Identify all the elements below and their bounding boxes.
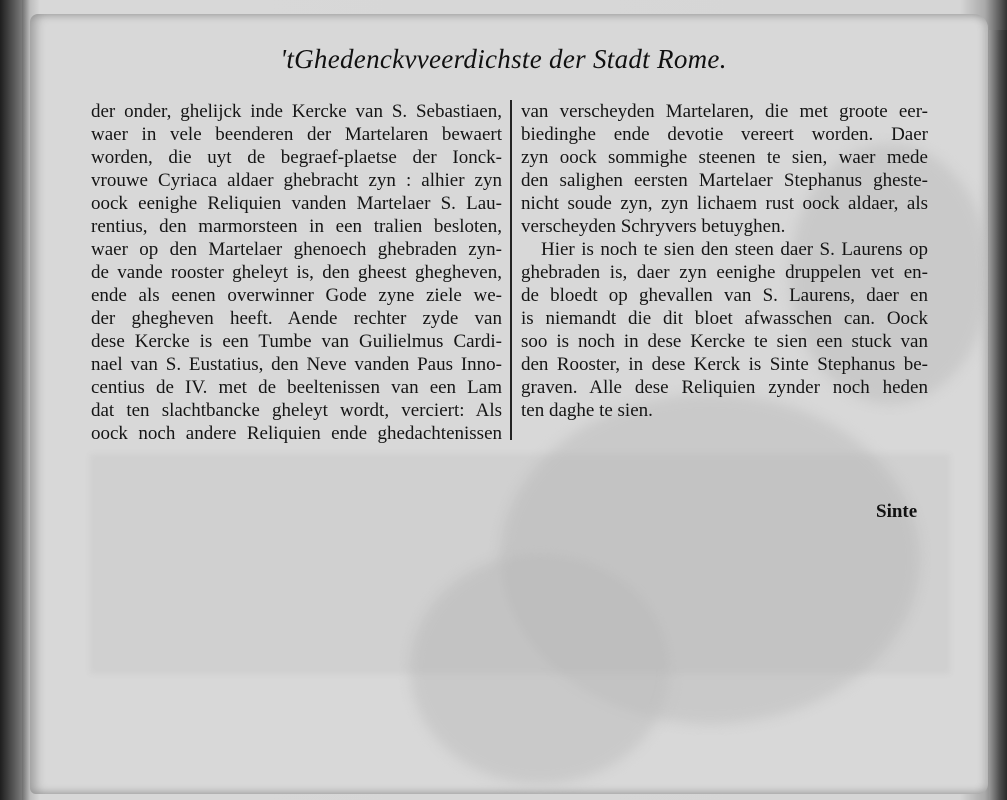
text-line: der ghegheven heeft. Aende rechter zyde van [91,308,502,329]
bleed-through-illustration [90,454,950,674]
text-line: den Rooster, in dese Kerck is Sinte Stephanus be- [521,354,928,375]
text-line: de vande rooster gheleyt is, den gheest ghegheven, [91,262,502,283]
text-line: biedinghe ende devotie vereert worden. Daer [521,124,928,145]
text-line: dat ten slachtbancke gheleyt wordt, verciert: Als [91,400,502,421]
text-line: waer in vele beenderen der Martelaren bewaert [91,124,502,145]
catchword: Sinte [876,501,918,522]
text-line: waer op den Martelaer ghenoech ghebraden zyn- [91,239,502,260]
running-title: 'tGhedenckvveerdichste der Stadt Rome. [280,44,727,74]
text-line: zyn oock sommighe steenen te sien, waer mede [521,147,928,168]
text-line: centius de IV. met de beeltenissen van een Lam [91,377,502,398]
text-line: vrouwe Cyriaca aldaer ghebracht zyn : alhier zyn [91,170,502,191]
text-line: ten daghe te sien. [521,400,653,421]
text-line: Hier is noch te sien den steen daer S. Laurens op [541,239,928,260]
text-line: soo is noch in dese Kercke te sien een stuck van [521,331,928,352]
text-line: ghebraden is, daer zyn eenighe druppelen vet en- [521,262,928,283]
text-line: der onder, ghelijck inde Kercke van S. Sebastiaen, [91,101,502,122]
text-line: nael van S. Eustatius, den Neve vanden Paus Inno- [91,354,502,375]
text-line: dese Kercke is een Tumbe van Guilielmus Cardi- [91,331,502,352]
text-line: graven. Alle dese Reliquien zynder noch heden [521,377,928,398]
text-line: ende als eenen overwinner Gode zyne ziele we- [91,285,502,306]
text-line: verscheyden Schryvers betuyghen. [521,216,786,237]
text-line: den salighen eersten Martelaer Stephanus gheste- [521,170,928,191]
text-line: oock eenighe Reliquien vanden Martelaer S. Lau- [91,193,502,214]
book-spine [0,0,22,800]
page-edge [989,30,1007,800]
right-column [521,100,928,422]
text-line: oock noch andere Reliquien ende ghedachtenissen [91,423,502,444]
text-line: rentius, den marmorsteen in een tralien besloten, [91,216,502,237]
text-line: nicht soude zyn, zyn lichaem rust oock aldaer, als [521,193,928,214]
text-line: worden, die uyt de begraef-plaetse der Ionck- [91,147,502,168]
text-line: is niemandt die dit bloet afwasschen can. Oock [521,308,928,329]
left-column [91,100,502,445]
text-line: van verscheyden Martelaren, die met groote eer- [521,101,928,122]
text-line: de bloedt op ghevallen van S. Laurens, daer en [521,285,928,306]
column-rule [510,100,512,440]
